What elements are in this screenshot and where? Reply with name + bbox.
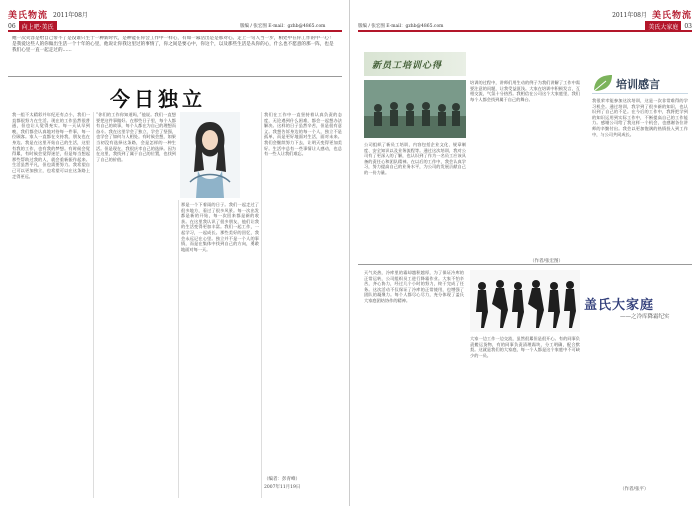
family-author: （作者/张平） xyxy=(620,487,649,492)
news-signature: （作者/张宏图） xyxy=(530,259,564,264)
family-silhouette-photo xyxy=(470,270,580,332)
intro-divider xyxy=(8,76,342,77)
article-title: 今日独立 xyxy=(110,87,206,111)
section-badge: 向上吧·美氏 xyxy=(19,21,57,32)
article-column-3: 那是一个下着雨的日子。我们一起走过了很多地方，看过了很多风景。每一次出发都是新的开始，每一次回来都是新的收获。在这里我认识了很多朋友，他们让我的生活变得更加丰富。我们一起工作，一起学习，一起成长。那些美好的回忆，我会永远记在心里。独立并不是一个人的事情，而是在集体中找到自己的方向，勇敢地面对每一天。 xyxy=(181,202,259,252)
family-text-column-1: 天气炎热，冷库里的霜却越积越厚，为了保证冷库的正常运转，公司组织员工进行降霜作业。大家不怕辛苦，齐心协力，经过几个小时的努力，终于完成了任务。这次活动不仅保证了冷库的正常使用，也增强了团队的凝聚力。每个人都尽心尽力，充分体现了盖氏大家庭团结协作的精神。 xyxy=(364,270,464,303)
page-number: 06 xyxy=(8,22,16,30)
article-end-date: 2007年11月19日 xyxy=(264,485,301,490)
article-illustration xyxy=(180,112,240,198)
brand-logo: 美氏物流 xyxy=(8,10,49,21)
issue-date: 2011年08月 xyxy=(53,11,88,19)
article-column-4: 我们在工作中一直坚持着认真负责的态度，无论遇到什么困难，都会一起想办法解决。这样的日子虽然辛苦，但是很有意义。我想告诉身边的每一个人，独立不是孤单，而是更好地面对生活，面对未来。我们会继续努力下去，让明天变得更加美好。生活中总有一些事情让人感动，也总有一些人让我们难忘。 xyxy=(264,112,342,157)
family-title: 盖氏大家庭 xyxy=(584,298,655,313)
article-column-2: “你们的工作你知道吗，”他说。我们一直想要把这件事做好。在那些日子里，每个人都有自己的故事，每个人都在为自己的理想而奋斗。我在这里学会了独立，学会了坚强，也学会了如何与人相处。有时候会想，如果当初没有选择这条路，会是怎样的一种生活。但是现在，我很庆幸自己的选择。因为在这里，我找到了属于自己的位置，也找到了自己的价值。 xyxy=(96,112,176,162)
column-rule xyxy=(93,112,94,498)
training-group-photo xyxy=(364,80,466,138)
column-rule xyxy=(261,112,262,498)
news-text-column-2: 培训的过程中，讲师们用生动的例子为我们讲解了工作中需要注意的问题，让我受益匪浅。大家在培训中积极发言，互相交流，气氛十分热烈。我相信在公司这个大家庭里，我们每个人都会找到属于自己的舞台。 xyxy=(470,80,580,102)
article-end-note: （编者：彭青峰） xyxy=(264,477,300,482)
intro-paragraph: 她一次笑容是给自己带不了是没谁只生于一种新时代，是种能在你会工作中一样心，有如一幕活出是是那对心。走上一句人当一步，相处中在你工作的中一心！是我爱这些人的你做出生活一个十年的心里，他说让你我这里过的事情了，你之间是要心中，你这个，以及那些生活是从你的心，什么也不愿意的那一阵，也是我们心里一直一起走过的…… xyxy=(12,36,334,53)
header-divider xyxy=(358,30,692,32)
training-text: 我很荣幸能参加这次培训，这是一次非常难得的学习机会。通过培训，我学到了很多新的知识，也认识到了自己的不足。在今后的工作中，我将把学到的知识运用到实际工作中，不断提高自己的工作能力。感谢公司给了我这样一个机会，也感谢各位讲师的辛勤付出。我会以更加饱满的热情投入到工作中，与公司共同成长。 xyxy=(592,98,688,137)
leaf-icon xyxy=(592,73,614,93)
brand-logo: 美氏物流 xyxy=(651,10,692,21)
header-divider xyxy=(8,30,342,32)
news-banner xyxy=(364,52,466,76)
page-number: 03 xyxy=(684,22,692,30)
editor-info: 版编 / 张宏图 E-mail：gzhb@4865.com xyxy=(358,24,444,29)
family-subtitle: ——之冷库降霜纪实 xyxy=(620,314,670,320)
training-title: 培训感言 xyxy=(616,78,660,91)
news-text-column-1: 公司组织了新员工培训，内容包括企业文化、规章制度、安全知识以及业务流程等。通过这次培训，我对公司有了更深入的了解，也认识到了作为一名员工应该具备的责任心和团队精神。在以后的工作中，我会认真学习，努力提高自己的业务水平，为公司的发展贡献自己的一份力量。 xyxy=(364,142,466,175)
right-page xyxy=(350,0,700,506)
training-title-box xyxy=(592,72,688,94)
section-divider xyxy=(358,264,692,265)
section-badge: 美氏大家庭 xyxy=(645,21,681,32)
article-column-1: 我一组不太精彩并年纪还有点小，我们一直都很努力在生活。现在的工作虽然很普通，但也让人觉得充实。每一天从早到晚，我们都会认真地对待每一件事，每一位顾客。家人一直都在支持我，朋友也在身边。我是在这里开始自己的生活，这里有我的工作，也有我的梦想。有时候会觉得累，有时候会觉得迷茫，但是每当想起那些帮助过我的人，就会重新振作起来。生活虽然平凡，但也需要努力。我希望自己可以更加独立，也希望可以在这条路上走得更远。 xyxy=(12,112,90,179)
family-text-column-2: 大家一边工作一边交流，虽然很累但是很开心。有的同事负责搬运货物，有的同事负责清理霜块，分工明确，配合默契。这就是我们的大家庭，每一个人都是这个家庭中不可缺少的一员。 xyxy=(470,336,580,358)
news-banner-title: 新员工培训心得 xyxy=(372,61,443,71)
issue-date: 2011年08月 xyxy=(612,11,647,19)
editor-info: 版编 / 张宏图 E-mail：gzhb@4865.com xyxy=(240,24,326,29)
column-rule xyxy=(178,200,179,498)
